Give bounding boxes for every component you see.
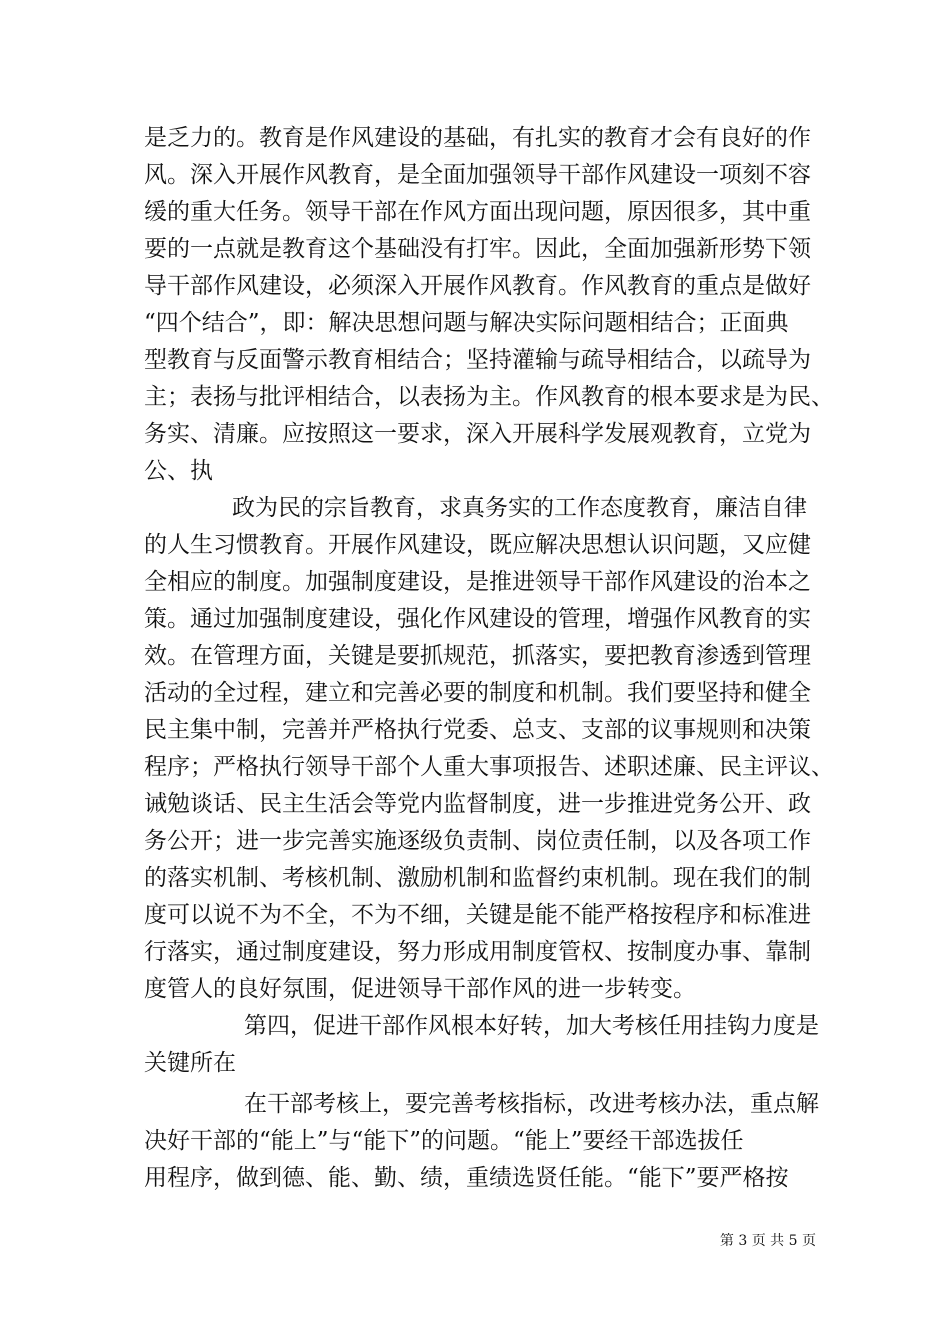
text-line: “四个结合”，即：解决思想问题与解决实际问题相结合；正面典	[144, 310, 789, 336]
text-line: 政为民的宗旨教育，求真务实的工作态度教育，廉洁自律	[232, 495, 807, 521]
text-line: 行落实，通过制度建设，努力形成用制度管权、按制度办事、靠制	[144, 939, 811, 965]
text-line: 务公开；进一步完善实施逐级负责制、岗位责任制，以及各项工作	[144, 828, 811, 854]
text-line: 决好干部的“能上”与“能下”的问题。“能上”要经干部选拔任	[144, 1128, 744, 1154]
text-line: 风。深入开展作风教育，是全面加强领导干部作风建设一项刻不容	[144, 162, 811, 188]
section-heading: 关键所在	[144, 1050, 236, 1076]
text-line: 全相应的制度。加强制度建设，是推进领导干部作风建设的治本之	[144, 569, 811, 595]
text-line: 公、执	[144, 458, 213, 484]
text-line: 民主集中制，完善并严格执行党委、总支、支部的议事规则和决策	[144, 717, 811, 743]
text-line: 缓的重大任务。领导干部在作风方面出现问题，原因很多，其中重	[144, 199, 811, 225]
text-line: 在干部考核上，要完善考核指标，改进考核办法，重点解	[244, 1091, 819, 1117]
text-line: 的落实机制、考核机制、激励机制和监督约束机制。现在我们的制	[144, 865, 811, 891]
text-line: 诫勉谈话、民主生活会等党内监督制度，进一步推进党务公开、政	[144, 791, 811, 817]
text-line: 程序；严格执行领导干部个人重大事项报告、述职述廉、民主评议、	[144, 754, 834, 780]
text-line: 度管人的良好氛围，促进领导干部作风的进一步转变。	[144, 976, 696, 1002]
text-line: 导干部作风建设，必须深入开展作风教育。作风教育的重点是做好	[144, 273, 811, 299]
text-line: 要的一点就是教育这个基础没有打牢。因此，全面加强新形势下领	[144, 236, 811, 262]
text-line: 主；表扬与批评相结合，以表扬为主。作风教育的根本要求是为民、	[144, 384, 834, 410]
text-line: 度可以说不为不全，不为不细，关键是能不能严格按程序和标准进	[144, 902, 811, 928]
text-line: 的人生习惯教育。开展作风建设，既应解决思想认识问题，又应健	[144, 532, 811, 558]
text-line: 活动的全过程，建立和完善必要的制度和机制。我们要坚持和健全	[144, 680, 811, 706]
text-line: 务实、清廉。应按照这一要求，深入开展科学发展观教育，立党为	[144, 421, 811, 447]
text-line: 效。在管理方面，关键是要抓规范，抓落实，要把教育渗透到管理	[144, 643, 811, 669]
text-line: 策。通过加强制度建设，强化作风建设的管理，增强作风教育的实	[144, 606, 811, 632]
page-number-footer: 第 3 页 共 5 页	[719, 1233, 816, 1249]
text-line: 是乏力的。教育是作风建设的基础，有扎实的教育才会有良好的作	[144, 125, 811, 151]
text-line: 用程序，做到德、能、勤、绩，重绩选贤任能。“能下”要严格按	[144, 1165, 789, 1191]
text-line: 型教育与反面警示教育相结合；坚持灌输与疏导相结合，以疏导为	[144, 347, 811, 373]
section-heading: 第四，促进干部作风根本好转，加大考核任用挂钩力度是	[244, 1013, 819, 1039]
